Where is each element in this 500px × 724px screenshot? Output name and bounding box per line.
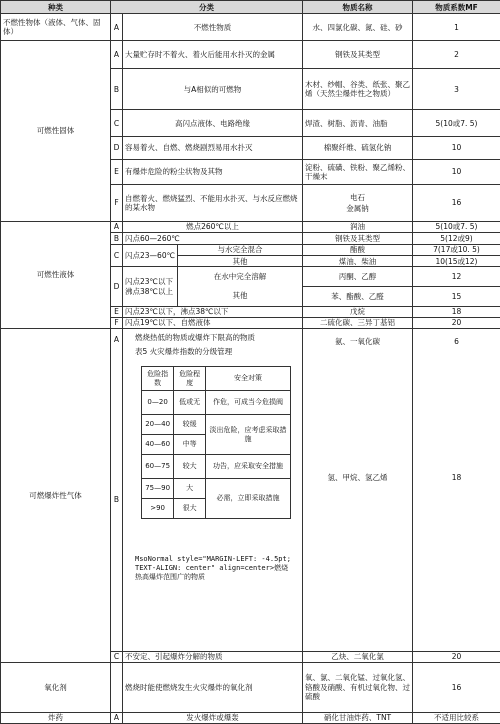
inner-cell: 作危，可成当今危损阀 (206, 391, 291, 415)
flash-range: 闪点23℃以下沸点38℃以上 (123, 267, 178, 305)
material-factor: 5(10或7. 5) (413, 110, 500, 137)
inner-cell: 60—75 (142, 455, 174, 479)
table-row (1, 221, 500, 232)
kind-cell: 炸药 (1, 712, 111, 723)
material-names: 苯、酯酸、乙醛 (303, 287, 413, 307)
material-factor: 1 (413, 14, 500, 41)
material-names: 焊渣、树脂、沥青、油脂 (303, 110, 413, 137)
sub-class: 其他 (232, 256, 248, 266)
material-factor: 2 (413, 41, 500, 69)
material-names: 二硫化碳、三异丁基铝 (303, 317, 413, 328)
material-names: 氧、氯、二氧化锰、过氧化氢、铬酸及硝酸、有机过氧化物、过硫酸 (303, 662, 413, 712)
inner-cell: 中等 (174, 435, 206, 455)
material-names: 戊烷 (303, 306, 413, 317)
material-factor: 10 (413, 160, 500, 185)
material-names: 乙炔、二氧化氯 (303, 651, 413, 662)
table-header-row (1, 1, 500, 14)
material-names: 水、四氯化碳、氮、硅、砂 (303, 14, 413, 41)
kind-cell: 可燃爆炸性气体 (1, 329, 111, 663)
class-desc: 闪点60—260℃ (123, 233, 303, 244)
class-letter: B (111, 69, 123, 110)
kind-cell: 可燃性固体 (1, 41, 111, 222)
sub-class: 其他 (232, 291, 248, 301)
class-desc: 容易着火、自燃、燃烧剧烈易用水扑灭 (123, 137, 303, 160)
class-desc: 大量贮存时不着火、着火后能用水扑灭的金属 (123, 41, 303, 69)
material-factor: 20 (413, 651, 500, 662)
material-names-group (303, 329, 413, 651)
inner-cell: 较缓 (174, 415, 206, 435)
material-factor: 16 (413, 184, 500, 221)
class-desc: 发火爆炸或爆轰 (123, 712, 303, 723)
material-names: 钢铁及其类型 (303, 233, 413, 244)
inner-cell: 0—20 (142, 391, 174, 415)
class-desc: 与A相似的可燃物 (123, 69, 303, 110)
material-names: 煤油、柴油 (303, 256, 413, 267)
class-desc-split (123, 244, 303, 267)
class-letter: A (111, 221, 123, 232)
sub-class: 与水完全混合 (178, 245, 303, 256)
class-desc-split (123, 267, 303, 306)
class-letter: A (113, 335, 120, 345)
class-desc: 燃烧时能使燃烧发生火灾爆炸的氧化剂 (123, 662, 303, 712)
class-letter: C (111, 110, 123, 137)
material-names: 丙酮、乙醇 (303, 267, 413, 287)
class-letter: F (111, 317, 123, 328)
stray-markup-text: MsoNormal style="MARGIN-LEFT: -4.5pt; TEXT-ALIGN: center" align=center>燃烧热高爆炸范围广的物质 (135, 555, 291, 581)
class-desc: 闪点19℃以下、自燃液体 (123, 317, 303, 328)
material-factor: 5(10或7. 5) (413, 221, 500, 232)
inner-cell: 低或无 (174, 391, 206, 415)
class-letter (111, 662, 123, 712)
class-letter: E (111, 160, 123, 185)
material-factor: 15 (413, 287, 500, 307)
class-letter: C (111, 651, 123, 662)
table-row (1, 41, 500, 69)
inner-header: 危险程度 (174, 367, 206, 391)
header-class: 分类 (111, 1, 303, 14)
inner-cell: 40—60 (142, 435, 174, 455)
class-letter: A (111, 14, 123, 41)
kind-cell: 可燃性液体 (1, 221, 111, 328)
inner-cell: 很大 (174, 499, 206, 519)
gas-class-cell (123, 329, 303, 651)
table-row (1, 712, 500, 723)
material-factor-group (413, 329, 500, 651)
inner-header: 危险指数 (142, 367, 174, 391)
material-names-stack (303, 184, 413, 221)
class-desc: 不安定、引起爆炸分解的物质 (123, 651, 303, 662)
material-names: 润油 (303, 221, 413, 232)
hazard-index-table (141, 366, 291, 519)
material-factor: 18 (413, 306, 500, 317)
material-factor: 5(12或9) (413, 233, 500, 244)
material-factor: 20 (413, 317, 500, 328)
table-row (1, 662, 500, 712)
class-letter: A (111, 712, 123, 723)
class-letter-group (111, 329, 123, 651)
material-names: 氢、甲烷、氢乙烯 (327, 472, 388, 482)
sub-class: 在水中完全溶解 (213, 272, 267, 282)
inner-cell: 75—90 (142, 479, 174, 499)
header-factor: 物质系数MF (413, 1, 500, 14)
table-row (1, 329, 500, 651)
inner-cell: 功告，应采取安全措施 (206, 455, 291, 479)
inner-cell: 20—40 (142, 415, 174, 435)
kind-cell: 不燃性物体（液体、气体、固体） (1, 14, 111, 41)
header-names: 物质名称 (303, 1, 413, 14)
material-factor: 不适用比较系 (413, 712, 500, 723)
class-letter: D (111, 267, 123, 306)
class-desc: 闪点23℃以下，沸点38℃以下 (123, 306, 303, 317)
material-factor: 10(15或12) (413, 256, 500, 267)
inner-header: 安全对策 (206, 367, 291, 391)
class-desc: 燃烧热低的物质或爆炸下限高的物质 (135, 333, 255, 343)
material-factor: 3 (413, 69, 500, 110)
class-desc: 不燃性物质 (123, 14, 303, 41)
material-name: 电石 (350, 192, 365, 202)
material-names: 棉聚纤维、硫氢化钠 (303, 137, 413, 160)
material-name: 金属钠 (346, 203, 369, 213)
flash-range: 闪点23—60℃ (123, 245, 178, 267)
material-factor: 18 (451, 472, 462, 482)
class-letter: B (111, 233, 123, 244)
table-title: 表5 火灾爆炸指数的分级管理 (135, 346, 233, 356)
class-letter: D (111, 137, 123, 160)
material-names: 氨、一氧化碳 (335, 337, 380, 347)
material-names: 酯酸 (303, 244, 413, 255)
class-letter: C (111, 244, 123, 267)
material-factor: 7(17或10. 5) (413, 244, 500, 255)
material-factor: 10 (413, 137, 500, 160)
material-names: 钢铁及其类型 (303, 41, 413, 69)
class-desc: 燃点260℃以上 (123, 221, 303, 232)
kind-cell: 氧化剂 (1, 662, 111, 712)
inner-cell: 大 (174, 479, 206, 499)
inner-cell: 较大 (174, 455, 206, 479)
inner-cell: >90 (142, 499, 174, 519)
class-desc: 自燃着火、燃烧猛烈、不能用水扑灭、与水反应燃烧的某水物 (123, 184, 303, 221)
class-letter: A (111, 41, 123, 69)
class-desc: 高闪点液体、电路绝缘 (123, 110, 303, 137)
class-letter: E (111, 306, 123, 317)
inner-cell: 淡出危险，应考虑采取措施 (206, 415, 291, 455)
class-letter: F (111, 184, 123, 221)
material-factor: 12 (413, 267, 500, 287)
table-row (1, 14, 500, 41)
material-factor: 6 (454, 337, 459, 347)
material-names: 淀粉、硫磺、铁粉、聚乙烯粉、干燥末 (303, 160, 413, 185)
class-desc: 有爆炸危险的粉尘状物及其物 (123, 160, 303, 185)
material-names: 木材、纱帽、谷类、纸张、聚乙烯（天然尘爆炸性之物质） (303, 69, 413, 110)
inner-cell: 必需，立即采取措施 (206, 479, 291, 519)
header-kind: 种类 (1, 1, 111, 14)
class-letter: B (113, 494, 120, 504)
material-names: 硝化甘油炸药、TNT (303, 712, 413, 723)
material-factor: 16 (413, 662, 500, 712)
